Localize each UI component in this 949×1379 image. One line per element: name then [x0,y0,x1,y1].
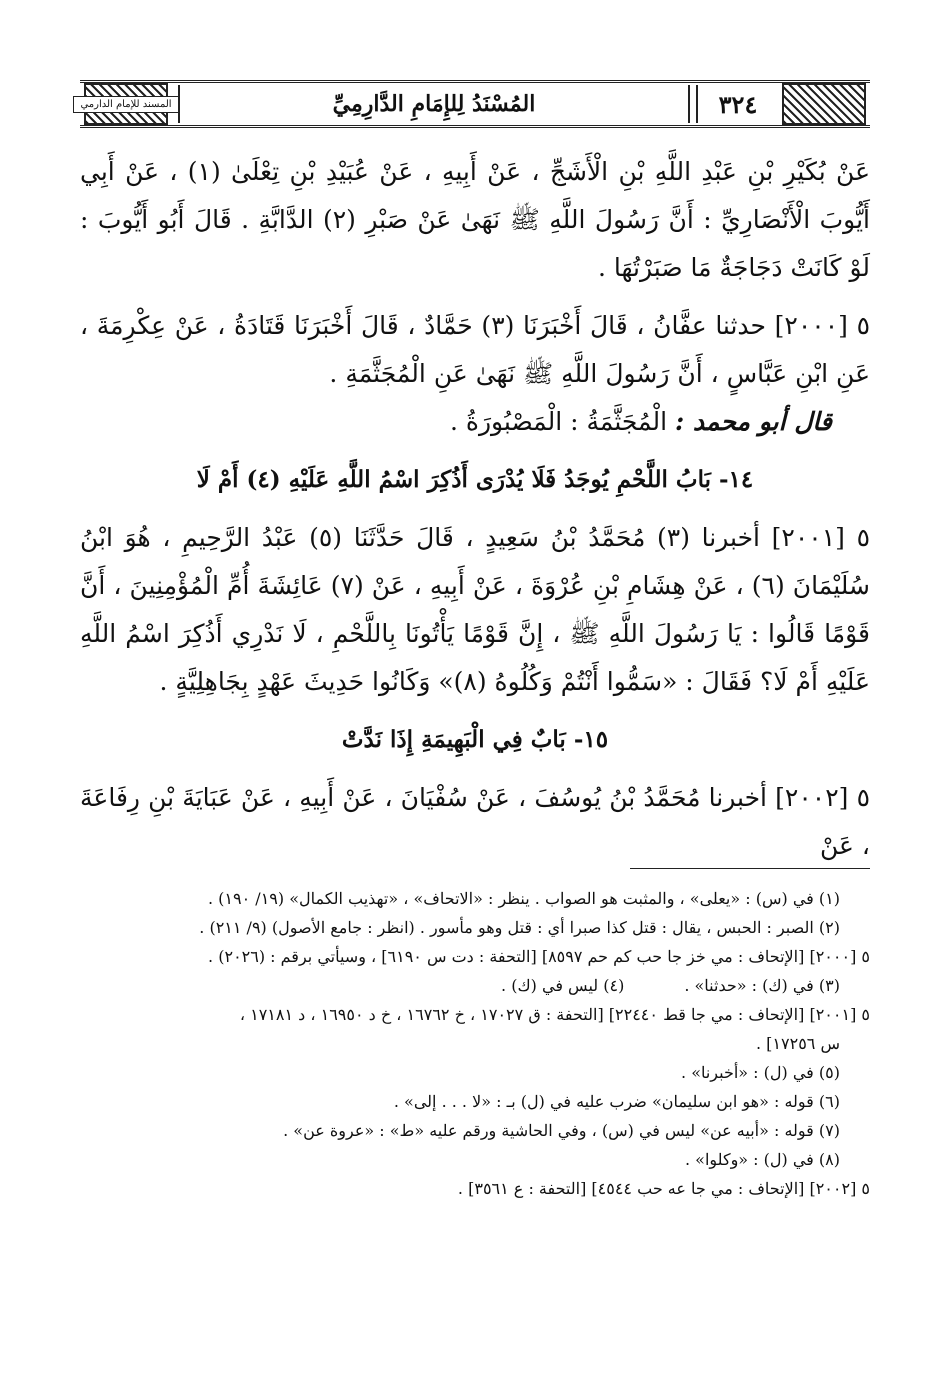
takhrij-2000: ٥ [٢٠٠٠] [الإتحاف : مي خز جا حب كم حم ٨٥٩٧] [التحفة : دت س ٦١٩٠] ، وسيأتي برقم : (٢٠٢٦) . [208,947,870,966]
ornament-right-icon [782,83,866,125]
running-header [80,80,870,128]
footnote-3: (٣) في (ك) : «حدثنا» . [684,976,840,995]
footnote-divider [630,868,870,869]
chapter-heading-15: ١٥- بَابٌ فِي الْبَهِيمَةِ إِذَا نَدَّتْ [341,726,609,753]
hadith-2001: ٥ [٢٠٠١] أخبرنا (٣) مُحَمَّدُ بْنُ سَعِيدٍ ، قَالَ حَدَّثَنَا (٥) عَبْدُ الرَّحِيمِ ، هُوَ ابْنُ سُلَيْمَانَ (٦) ، عَنْ هِشَامِ بْنِ عُرْوَةَ ، عَنْ أَبِيهِ ، عَنْ (٧) عَائِشَةَ أُمِّ الْمُؤْمِنِينَ ، أَنَّ قَوْمًا قَالُوا : يَا رَسُولَ اللَّهِ ﷺ ، إِنَّ قَوْمًا يَأْتُونَا بِاللَّحْمِ ، لَا نَدْرِي أَذُكِرَ اسْمُ اللَّهِ عَلَيْهِ أَمْ لَا؟ فَقَالَ : «سَمُّوا أَنْتُمْ وَكُلُوهُ (٨)» وَكَانُوا حَدِيثَ عَهْدٍ بِجَاهِلِيَّةٍ . [80,523,871,696]
main-text [80,148,870,870]
takhrij-2001-cont: س ١٧٢٥٦] . [755,1034,840,1053]
takhrij-2002: ٥ [٢٠٠٢] [الإتحاف : مي جا عه حب ٤٥٤٤] [التحفة : ع ٣٥٦١] . [457,1179,870,1198]
commentary-note [80,398,870,446]
footnote-8: (٨) في (ل) : «وكلوا» . [684,1150,840,1169]
ornament-left-icon [80,83,172,125]
running-title: المُسْنَدُ لِلإِمَامِ الدَّارِمِيِّ [332,91,536,117]
ornament-label: المسند للإمام الدارمي [73,96,178,113]
hadith-2000: ٥ [٢٠٠٠] حدثنا عفَّانُ ، قَالَ أَخْبَرَنَا (٣) حَمَّادٌ ، قَالَ أَخْبَرَنَا قَتَادَةُ ، عَنْ عِكْرِمَةَ ، عَنِ ابْنِ عَبَّاسٍ ، أَنَّ رَسُولَ اللَّهِ ﷺ نَهَىٰ عَنِ الْمُجَثَّمَةِ . [80,311,870,388]
footnote-5: (٥) في (ل) : «أخبرنا» . [681,1063,840,1082]
commentary-lead: قال أبو محمد : [675,407,832,436]
footnote-6: (٦) قوله : «هو ابن سليمان» ضرب عليه في (ل) بـ : «لا . . . إلى» . [393,1092,840,1111]
commentary-text: الْمُجَثَّمَةُ : الْمَصْبُورَةُ . [449,407,668,436]
takhrij-2001: ٥ [٢٠٠١] [الإتحاف : مي جا قط ٢٢٤٤٠] [التحفة : ق ١٧٠٢٧ ، خ ١٦٧٦٢ ، خ د ١٦٩٥٠ ، د ١٧١٨١ ، [239,1005,870,1024]
footnote-7: (٧) قوله : «أبيه عن» ليس في (س) ، وفي الحاشية ورقم عليه «ط» : «عروة عن» . [283,1121,840,1140]
footnote-row-3-4 [80,971,870,1000]
page-number: ٣٢٤ [696,85,778,123]
footnote-1: (١) في (س) : «يعلى» ، والمثبت هو الصواب . ينظر : «الاتحاف» ، «تهذيب الكمال» (١٩/ ١٩٠) . [208,889,840,908]
footnotes [80,884,870,1203]
footnote-4: (٤) ليس في (ك) . [501,976,625,995]
paragraph-continuation: عَنْ بُكَيْرِ بْنِ عَبْدِ اللَّهِ بْنِ الْأَشَجِّ ، عَنْ أَبِيهِ ، عَنْ عُبَيْدِ بْنِ تِعْلَىٰ (١) ، عَنْ أَبِي أَيُّوبَ الْأَنْصَارِيِّ : أَنَّ رَسُولَ اللَّهِ ﷺ نَهَىٰ عَنْ صَبْرِ (٢) الدَّابَّةِ . قَالَ أَبُو أَيُّوبَ : لَوْ كَانَتْ دَجَاجَةٌ مَا صَبَرْتُهَا . [80,157,870,282]
chapter-heading-14: ١٤- بَابُ اللَّحْمِ يُوجَدُ فَلَا يُدْرَى أَذُكِرَ اسْمُ اللَّهِ عَلَيْهِ (٤) أَمْ لَا [196,466,754,493]
hadith-2002: ٥ [٢٠٠٢] أخبرنا مُحَمَّدُ بْنُ يُوسُفَ ، عَنْ سُفْيَانَ ، عَنْ أَبِيهِ ، عَنْ عَبَايَةَ بْنِ رِفَاعَةَ ، عَنْ [80,783,871,860]
header-title-box [178,85,690,123]
footnote-2: (٢) الصبر : الحبس ، يقال : قتل كذا صبرا أي : قتل وهو مأسور . (انظر : جامع الأصول) (٩/ ٢١١) . [199,918,840,937]
